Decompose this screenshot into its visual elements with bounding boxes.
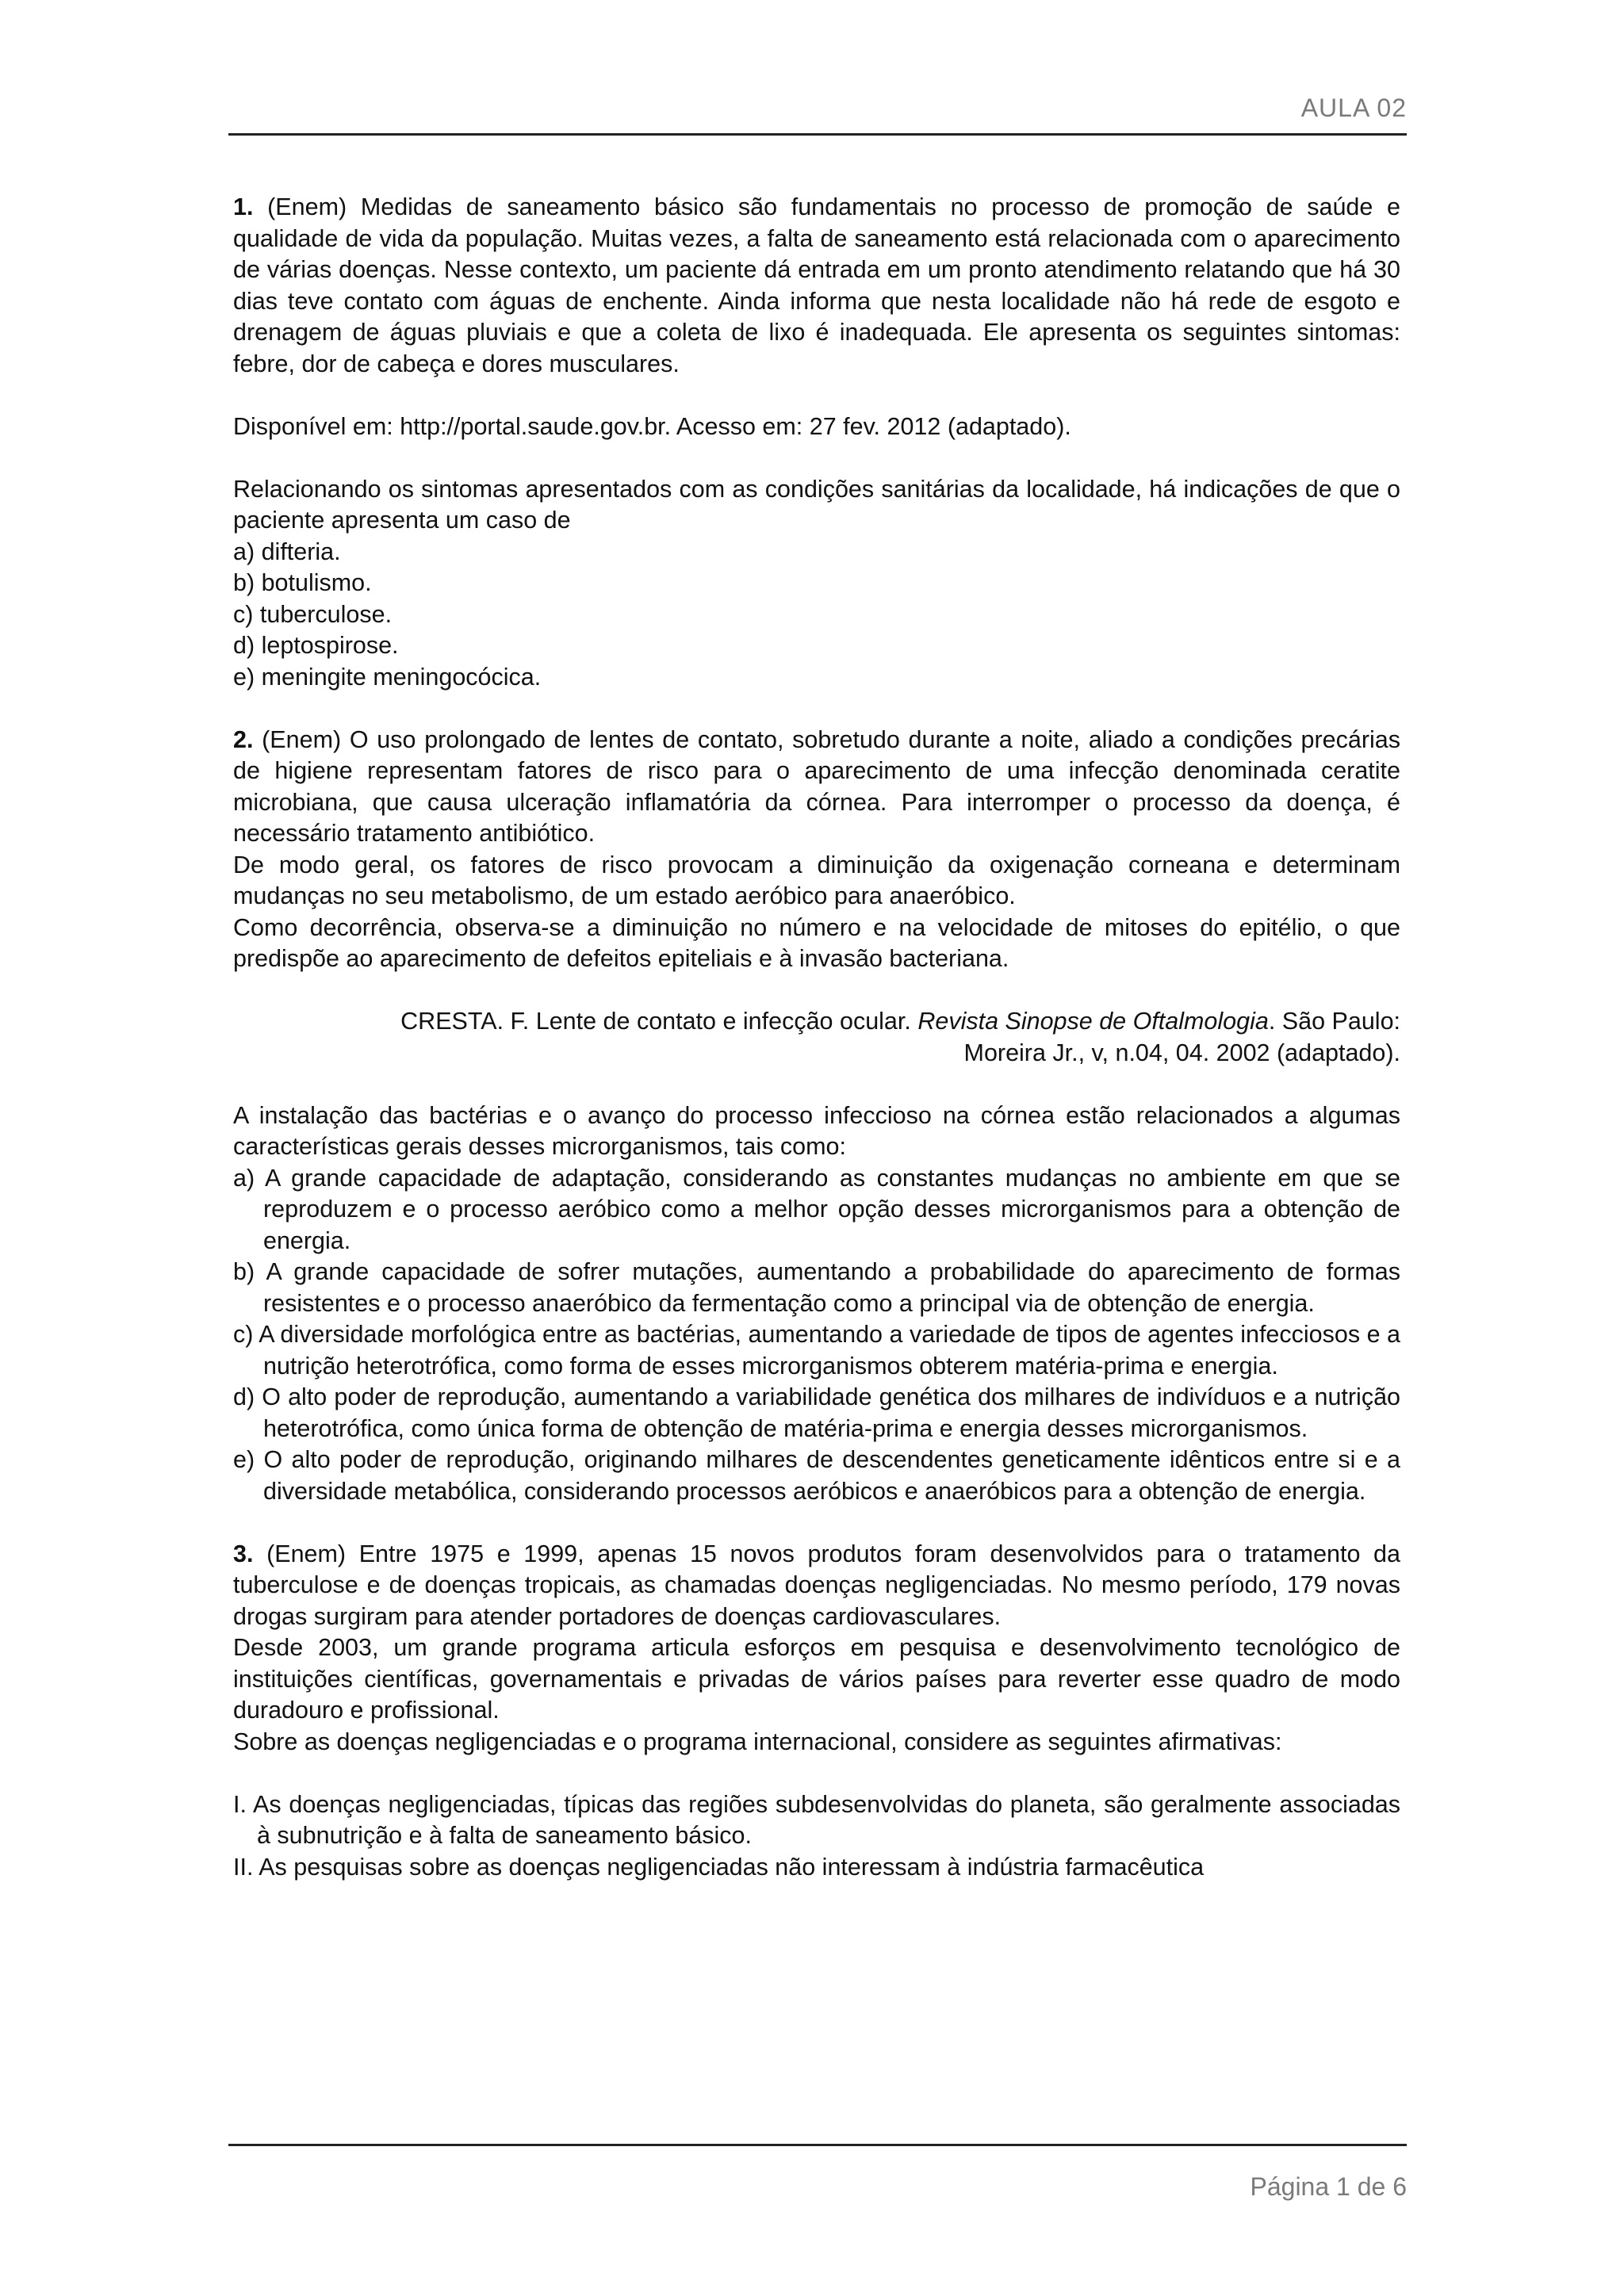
- header-divider: [228, 133, 1407, 136]
- question-2-citation: [233, 1006, 1400, 1038]
- question-2-option-e: e) O alto poder de reprodução, originando milhares de descendentes geneticamente idênticos entre si e a diversidade metabólica, considerando processos aeróbicos e anaeróbicos para a obtenção de energia.: [233, 1446, 1400, 1505]
- citation-place: . São Paulo:: [1268, 1008, 1400, 1035]
- footer-divider: [228, 2144, 1407, 2146]
- citation-journal: Revista Sinopse de Oftalmologia: [917, 1008, 1269, 1035]
- question-3-stem-paragraph-3: Sobre as doenças negligenciadas e o programa internacional, considere as seguintes afirmativas:: [233, 1728, 1282, 1755]
- question-1-source: Disponível em: http://portal.saude.gov.br. Acesso em: 27 fev. 2012 (adaptado).: [233, 412, 1071, 440]
- question-1-prompt: Relacionando os sintomas apresentados com as condições sanitárias da localidade, há indicações de que o paciente apresenta um caso de: [233, 475, 1400, 534]
- question-1-option-c: c) tuberculose.: [233, 600, 393, 628]
- question-2-stem-paragraph-3: Como decorrência, observa-se a diminuição no número e na velocidade de mitoses do epitélio, o que predispõe ao aparecimento de defeitos epiteliais e à invasão bacteriana.: [233, 913, 1400, 972]
- page-number: Página 1 de 6: [1250, 2172, 1407, 2201]
- question-2-citation-line-2: Moreira Jr., v, n.04, 04. 2002 (adaptado).: [963, 1039, 1400, 1066]
- question-1-stem-text: (Enem) Medidas de saneamento básico são fundamentais no processo de promoção de saúde e qualidade de vida da população. Muitas vezes, a falta de saneamento está relacionada com o aparecimento de várias doenças. Nesse contexto, um paciente dá entrada em um pronto atendimento relatando que há 30 dias teve contato com águas de enchente. Ainda informa que nesta localidade não há rede de esgoto e drenagem de águas pluviais e que a coleta de lixo é inadequada. Ele apresenta os seguintes sintomas: febre, dor de cabeça e dores musculares.: [233, 193, 1400, 377]
- question-1-option-b: b) botulismo.: [233, 569, 372, 596]
- question-3-item-2: II. As pesquisas sobre as doenças negligenciadas não interessam à indústria farmacêutica: [233, 1853, 1205, 1881]
- question-1-option-e: e) meningite meningocócica.: [233, 663, 542, 691]
- question-3-stem-paragraph-2: Desde 2003, um grande programa articula esforços em pesquisa e desenvolvimento tecnológico de instituições científicas, governamentais e privadas de vários países para reverter esse quadro de modo duradouro e profissional.: [233, 1634, 1400, 1724]
- question-2-prompt: A instalação das bactérias e o avanço do processo infeccioso na córnea estão relacionados a algumas características gerais desses microrganismos, tais como:: [233, 1101, 1400, 1160]
- header-title: AULA 02: [1300, 94, 1407, 122]
- citation-author: CRESTA. F. Lente de contato e infecção ocular.: [400, 1008, 918, 1035]
- question-2-option-b: b) A grande capacidade de sofrer mutações, aumentando a probabilidade do aparecimento de formas resistentes e o processo anaeróbico da fermentação como a principal via de obtenção de energia.: [233, 1258, 1400, 1317]
- question-2-option-c: c) A diversidade morfológica entre as bactérias, aumentando a variedade de tipos de agentes infecciosos e a nutrição heterotrófica, como forma de esses microrganismos obterem matéria-prima e energia.: [233, 1321, 1400, 1380]
- question-3-item-1: I. As doenças negligenciadas, típicas das regiões subdesenvolvidas do planeta, são geralmente associadas à subnutrição e à falta de saneamento básico.: [233, 1790, 1400, 1849]
- question-3-stem-text: (Enem) Entre 1975 e 1999, apenas 15 novos produtos foram desenvolvidos para o tratamento da tuberculose e de doenças tropicais, as chamadas doenças negligenciadas. No mesmo período, 179 novas drogas surgiram para atender portadores de doenças cardiovasculares.: [233, 1540, 1400, 1630]
- question-1-option-a: a) difteria.: [233, 538, 341, 565]
- document-body: [233, 192, 1400, 1883]
- question-2-number: 2.: [233, 725, 254, 753]
- question-1-option-d: d) leptospirose.: [233, 632, 399, 659]
- question-1-stem: [233, 192, 1400, 380]
- question-3-number: 3.: [233, 1540, 254, 1567]
- question-2-stem: [233, 725, 1400, 850]
- question-2-stem-text: (Enem) O uso prolongado de lentes de contato, sobretudo durante a noite, aliado a condições precárias de higiene representam fatores de risco para o aparecimento de uma infecção denominada ceratite microbiana, que causa ulceração inflamatória da córnea. Para interromper o processo da doença, é necessário tratamento antibiótico.: [233, 725, 1400, 847]
- question-3-stem: [233, 1539, 1400, 1633]
- question-1-number: 1.: [233, 193, 254, 220]
- question-2-stem-paragraph-2: De modo geral, os fatores de risco provocam a diminuição da oxigenação corneana e determinam mudanças no seu metabolismo, de um estado aeróbico para anaeróbico.: [233, 851, 1400, 909]
- question-2-option-a: a) A grande capacidade de adaptação, considerando as constantes mudanças no ambiente em que se reproduzem e o processo aeróbico como a melhor opção desses microrganismos para a obtenção de energia.: [233, 1164, 1400, 1254]
- question-2-option-d: d) O alto poder de reprodução, aumentando a variabilidade genética dos milhares de indivíduos e a nutrição heterotrófica, como única forma de obtenção de matéria-prima e energia desses microrganismos.: [233, 1383, 1400, 1442]
